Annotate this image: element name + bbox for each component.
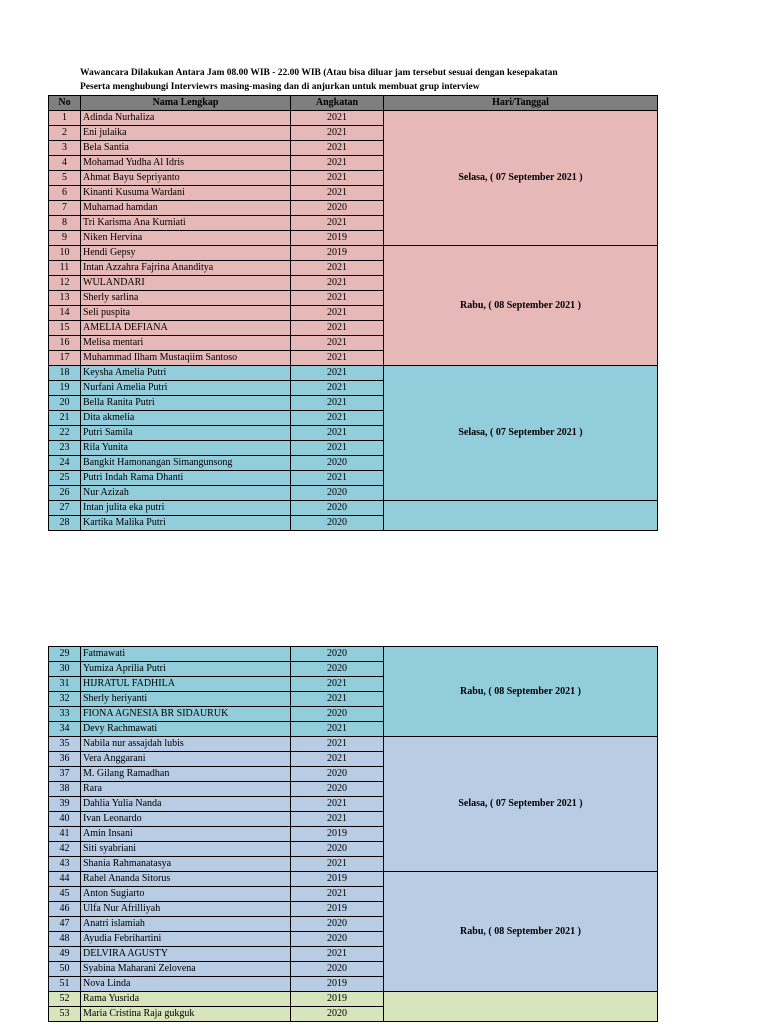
row-year: 2019 [291, 992, 384, 1007]
header-no: No [49, 96, 81, 111]
row-name: Ulfa Nur Afrilliyah [81, 902, 291, 917]
row-year: 2021 [291, 321, 384, 336]
row-year: 2021 [291, 812, 384, 827]
row-year: 2019 [291, 902, 384, 917]
row-year: 2020 [291, 1007, 384, 1022]
row-no: 14 [49, 306, 81, 321]
table-row [49, 737, 658, 752]
table-row [49, 647, 658, 662]
participant-table-page-2 [48, 646, 658, 1022]
row-no: 42 [49, 842, 81, 857]
row-year: 2019 [291, 827, 384, 842]
row-year: 2020 [291, 486, 384, 501]
row-no: 24 [49, 456, 81, 471]
row-year: 2021 [291, 336, 384, 351]
schedule-date-cell: Selasa, ( 07 September 2021 ) [384, 737, 658, 872]
schedule-date-cell [384, 992, 658, 1022]
row-no: 32 [49, 692, 81, 707]
row-year: 2021 [291, 441, 384, 456]
row-no: 11 [49, 261, 81, 276]
row-no: 46 [49, 902, 81, 917]
row-no: 20 [49, 396, 81, 411]
row-no: 40 [49, 812, 81, 827]
row-name: Yumiza Aprilia Putri [81, 662, 291, 677]
row-year: 2021 [291, 351, 384, 366]
row-year: 2019 [291, 977, 384, 992]
row-no: 2 [49, 126, 81, 141]
row-no: 39 [49, 797, 81, 812]
row-year: 2020 [291, 782, 384, 797]
table-row [49, 366, 658, 381]
row-year: 2021 [291, 887, 384, 902]
row-name: DELVIRA AGUSTY [81, 947, 291, 962]
row-no: 19 [49, 381, 81, 396]
row-no: 8 [49, 216, 81, 231]
schedule-date-cell: Rabu, ( 08 September 2021 ) [384, 647, 658, 737]
row-year: 2019 [291, 246, 384, 261]
schedule-date-cell: Selasa, ( 07 September 2021 ) [384, 366, 658, 501]
row-year: 2021 [291, 677, 384, 692]
row-year: 2020 [291, 767, 384, 782]
row-no: 53 [49, 1007, 81, 1022]
participant-table-page-1 [48, 95, 658, 531]
row-name: Adinda Nurhaliza [81, 111, 291, 126]
row-no: 7 [49, 201, 81, 216]
row-year: 2020 [291, 201, 384, 216]
row-year: 2021 [291, 722, 384, 737]
row-name: Siti syabriani [81, 842, 291, 857]
row-no: 3 [49, 141, 81, 156]
row-name: Amin Insani [81, 827, 291, 842]
row-name: WULANDARI [81, 276, 291, 291]
row-year: 2021 [291, 411, 384, 426]
row-no: 30 [49, 662, 81, 677]
row-name: AMELIA DEFIANA [81, 321, 291, 336]
row-name: Rama Yusrida [81, 992, 291, 1007]
row-no: 16 [49, 336, 81, 351]
schedule-date-cell [384, 501, 658, 531]
header-day: Hari/Tanggal [384, 96, 658, 111]
row-name: Shania Rahmanatasya [81, 857, 291, 872]
row-name: Fatmawati [81, 647, 291, 662]
row-year: 2021 [291, 752, 384, 767]
schedule-date-cell: Selasa, ( 07 September 2021 ) [384, 111, 658, 246]
row-name: Bella Ranita Putri [81, 396, 291, 411]
row-no: 48 [49, 932, 81, 947]
row-year: 2021 [291, 171, 384, 186]
row-no: 37 [49, 767, 81, 782]
row-no: 29 [49, 647, 81, 662]
schedule-note: Wawancara Dilakukan Antara Jam 08.00 WIB - 22.00 WIB (Atau bisa diluar jam tersebut sesuai dengan kesepakatan [80, 68, 558, 78]
row-no: 10 [49, 246, 81, 261]
row-no: 6 [49, 186, 81, 201]
row-name: HIJRATUL FADHILA [81, 677, 291, 692]
row-no: 13 [49, 291, 81, 306]
row-year: 2021 [291, 947, 384, 962]
row-name: Ivan Leonardo [81, 812, 291, 827]
row-year: 2020 [291, 662, 384, 677]
row-name: Bangkit Hamonangan Simangunsong [81, 456, 291, 471]
row-name: Eni julaika [81, 126, 291, 141]
row-name: Ayudia Febrihartini [81, 932, 291, 947]
row-year: 2021 [291, 141, 384, 156]
row-name: Nurfani Amelia Putri [81, 381, 291, 396]
row-year: 2021 [291, 692, 384, 707]
row-no: 41 [49, 827, 81, 842]
row-name: Seli puspita [81, 306, 291, 321]
row-no: 5 [49, 171, 81, 186]
row-year: 2020 [291, 456, 384, 471]
row-no: 23 [49, 441, 81, 456]
row-year: 2020 [291, 516, 384, 531]
row-name: Anatri islamiah [81, 917, 291, 932]
row-name: Dita akmelia [81, 411, 291, 426]
row-no: 38 [49, 782, 81, 797]
row-no: 36 [49, 752, 81, 767]
row-year: 2019 [291, 231, 384, 246]
row-no: 47 [49, 917, 81, 932]
row-name: Keysha Amelia Putri [81, 366, 291, 381]
row-name: Melisa mentari [81, 336, 291, 351]
row-year: 2021 [291, 216, 384, 231]
row-no: 27 [49, 501, 81, 516]
row-no: 45 [49, 887, 81, 902]
schedule-date-cell: Rabu, ( 08 September 2021 ) [384, 872, 658, 992]
row-name: Intan Azzahra Fajrina Ananditya [81, 261, 291, 276]
row-name: Syabina Maharani Zelovena [81, 962, 291, 977]
row-year: 2020 [291, 917, 384, 932]
row-name: Rara [81, 782, 291, 797]
row-no: 43 [49, 857, 81, 872]
row-name: Mohamad Yudha Al Idris [81, 156, 291, 171]
table-row [49, 872, 658, 887]
instruction-note: Peserta menghubungi Interviewrs masing-masing dan di anjurkan untuk membuat grup interview [80, 82, 480, 92]
table-row [49, 992, 658, 1007]
row-no: 12 [49, 276, 81, 291]
row-name: Ahmat Bayu Sepriyanto [81, 171, 291, 186]
row-name: Maria Cristina Raja gukguk [81, 1007, 291, 1022]
row-name: Putri Samila [81, 426, 291, 441]
row-year: 2021 [291, 156, 384, 171]
row-name: Kinanti Kusuma Wardani [81, 186, 291, 201]
table-header-row [49, 96, 658, 111]
row-year: 2020 [291, 932, 384, 947]
row-name: Kartika Malika Putri [81, 516, 291, 531]
header-year: Angkatan [291, 96, 384, 111]
row-name: Nabila nur assajdah lubis [81, 737, 291, 752]
row-no: 49 [49, 947, 81, 962]
row-no: 35 [49, 737, 81, 752]
row-no: 9 [49, 231, 81, 246]
row-name: Tri Karisma Ana Kurniati [81, 216, 291, 231]
row-name: M. Gilang Ramadhan [81, 767, 291, 782]
row-name: Sherly heriyanti [81, 692, 291, 707]
row-name: Hendi Gepsy [81, 246, 291, 261]
table-row [49, 246, 658, 261]
row-name: Rahel Ananda Sitorus [81, 872, 291, 887]
row-no: 50 [49, 962, 81, 977]
row-name: Intan julita eka putri [81, 501, 291, 516]
row-year: 2021 [291, 111, 384, 126]
row-year: 2021 [291, 857, 384, 872]
row-name: Vera Anggarani [81, 752, 291, 767]
row-name: Sherly sarlina [81, 291, 291, 306]
row-year: 2020 [291, 707, 384, 722]
row-year: 2021 [291, 737, 384, 752]
row-year: 2019 [291, 872, 384, 887]
row-year: 2021 [291, 381, 384, 396]
row-year: 2021 [291, 471, 384, 486]
row-year: 2020 [291, 501, 384, 516]
row-no: 17 [49, 351, 81, 366]
row-name: Nur Azizah [81, 486, 291, 501]
row-no: 25 [49, 471, 81, 486]
row-year: 2021 [291, 261, 384, 276]
row-no: 28 [49, 516, 81, 531]
row-no: 31 [49, 677, 81, 692]
row-name: Muhammad Ilham Mustaqiim Santoso [81, 351, 291, 366]
row-no: 33 [49, 707, 81, 722]
row-name: Bela Santia [81, 141, 291, 156]
row-no: 1 [49, 111, 81, 126]
row-no: 15 [49, 321, 81, 336]
row-name: FIONA AGNESIA BR SIDAURUK [81, 707, 291, 722]
row-no: 4 [49, 156, 81, 171]
row-name: Nova Linda [81, 977, 291, 992]
row-year: 2021 [291, 426, 384, 441]
row-name: Dahlia Yulia Nanda [81, 797, 291, 812]
row-name: Rila Yunita [81, 441, 291, 456]
row-name: Niken Hervina [81, 231, 291, 246]
header-name: Nama Lengkap [81, 96, 291, 111]
row-year: 2021 [291, 291, 384, 306]
row-year: 2021 [291, 276, 384, 291]
row-no: 34 [49, 722, 81, 737]
row-year: 2021 [291, 797, 384, 812]
table-row [49, 111, 658, 126]
row-name: Putri Indah Rama Dhanti [81, 471, 291, 486]
row-no: 26 [49, 486, 81, 501]
row-year: 2020 [291, 842, 384, 857]
row-year: 2021 [291, 366, 384, 381]
row-no: 44 [49, 872, 81, 887]
row-no: 51 [49, 977, 81, 992]
row-year: 2020 [291, 962, 384, 977]
row-no: 21 [49, 411, 81, 426]
row-year: 2021 [291, 396, 384, 411]
schedule-date-cell: Rabu, ( 08 September 2021 ) [384, 246, 658, 366]
table-row [49, 501, 658, 516]
row-name: Anton Sugiarto [81, 887, 291, 902]
row-no: 22 [49, 426, 81, 441]
row-name: Muhamad hamdan [81, 201, 291, 216]
row-year: 2021 [291, 306, 384, 321]
row-year: 2020 [291, 647, 384, 662]
row-year: 2021 [291, 126, 384, 141]
row-name: Devy Rachmawati [81, 722, 291, 737]
row-year: 2021 [291, 186, 384, 201]
row-no: 18 [49, 366, 81, 381]
row-no: 52 [49, 992, 81, 1007]
